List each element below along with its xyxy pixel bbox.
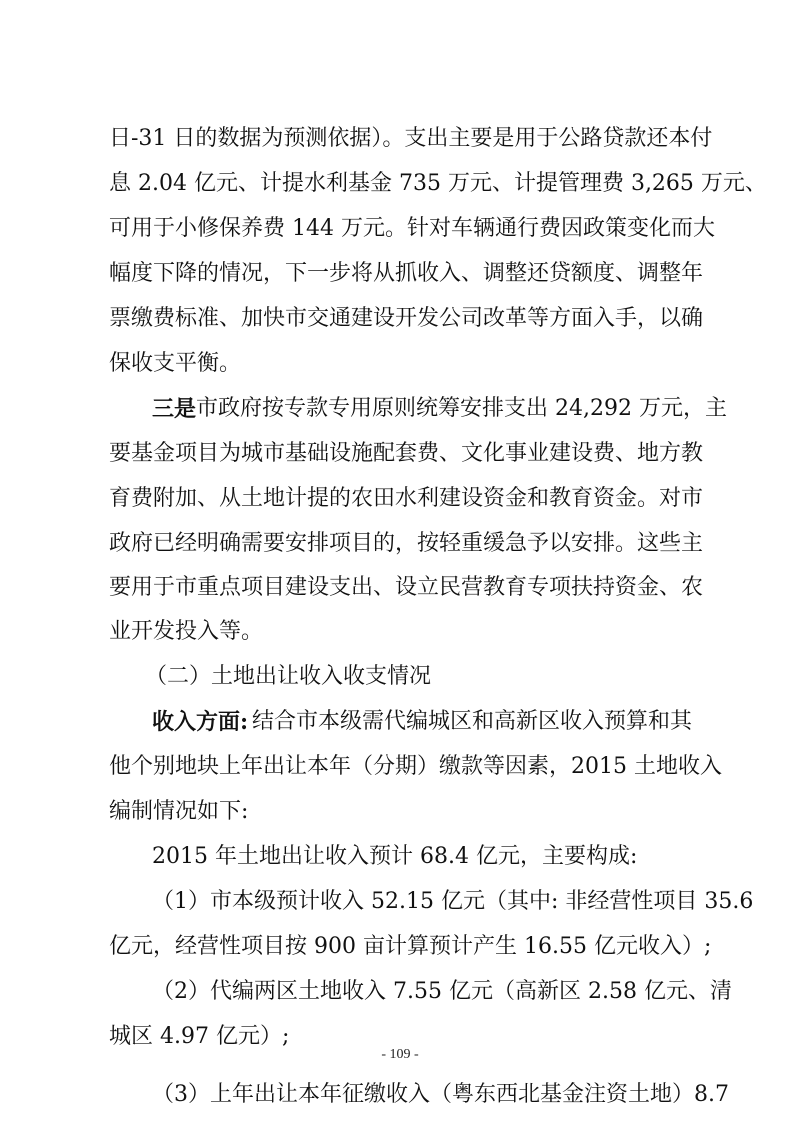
text-line: 保收支平衡。 xyxy=(109,351,242,376)
text-line: 要用于市重点项目建设支出、设立民营教育专项扶持资金、农 xyxy=(109,575,704,600)
list-item: （1）市本级预计收入 52.15 亿元（其中: 非经营性项目 35.6 xyxy=(152,889,754,914)
paragraph-three-first-line: 三是 市政府按专款专用原则统筹安排支出 24,292 万元，主 xyxy=(0,389,800,433)
list-item: 亿元，经营性项目按 900 亩计算预计产生 16.55 亿元收入）; xyxy=(109,934,712,959)
text-line: 业开发投入等。 xyxy=(109,619,264,644)
list-item: （2）代编两区土地收入 7.55 亿元（高新区 2.58 亿元、清 xyxy=(152,979,732,1004)
text-line: 息 2.04 亿元、计提水利基金 735 万元、计提管理费 3,265 万元、 xyxy=(109,171,767,196)
text-line: 他个别地块上年出让本年（分期）缴款等因素，2015 土地收入 xyxy=(109,754,722,779)
text-line: 可用于小修保养费 144 万元。针对车辆通行费因政策变化而大 xyxy=(109,216,715,241)
text-line: 日-31 日的数据为预测依据）。支出主要是用于公路贷款还本付 xyxy=(109,126,713,151)
text-line: 幅度下降的情况，下一步将从抓收入、调整还贷额度、调整年 xyxy=(109,261,704,286)
paragraph-lead: 收入方面: xyxy=(152,709,249,735)
text-line: 政府已经明确需要安排项目的，按轻重缓急予以安排。这些主 xyxy=(109,531,704,556)
section-heading: （二）土地出让收入收支情况 xyxy=(145,664,432,689)
income-first-line: 收入方面: 结合市本级需代编城区和高新区收入预算和其 xyxy=(0,702,800,746)
paragraph-lead: 三是 xyxy=(152,396,197,422)
text-line: 要基金项目为城市基础设施配套费、文化事业建设费、地方教 xyxy=(109,441,704,466)
text-line: 票缴费标准、加快市交通建设开发公司改革等方面入手，以确 xyxy=(109,306,704,331)
list-item: 城区 4.97 亿元）; xyxy=(109,1024,290,1049)
summary-line: 2015 年土地出让收入预计 68.4 亿元，主要构成: xyxy=(152,844,638,869)
text-line: 编制情况如下: xyxy=(109,799,249,824)
page-number: - 109 - xyxy=(381,1047,419,1062)
text-line: 育费附加、从土地计提的农田水利建设资金和教育资金。对市 xyxy=(109,486,704,511)
list-item: （3）上年出让本年征缴收入（粤东西北基金注资土地）8.7 xyxy=(152,1082,729,1107)
